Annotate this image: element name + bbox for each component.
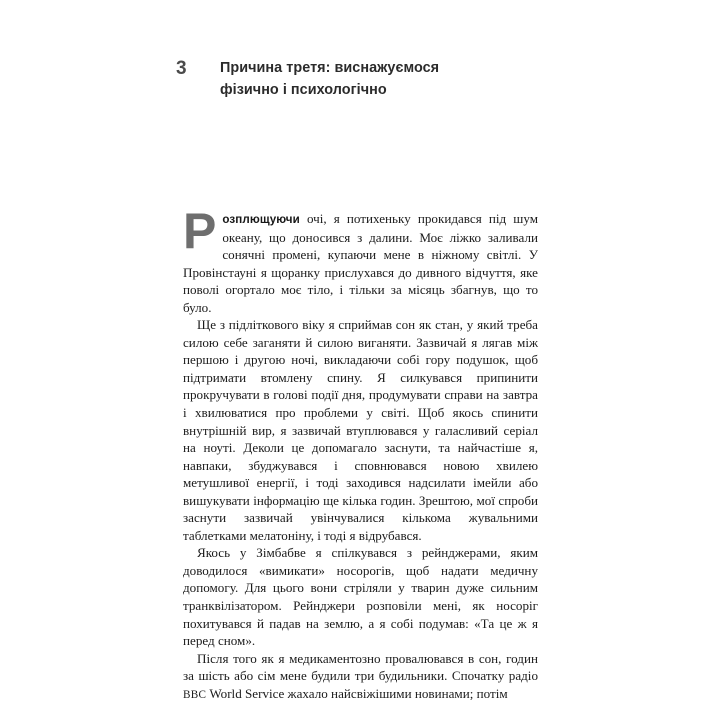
paragraph-4-smallcaps-bbc: BBC [183, 688, 207, 701]
paragraph-2 [183, 316, 538, 544]
paragraph-3-text: Якось у Зімбабве я спілкувався з рейнджерами, яким доводилося «вимикати» носорогів, щоб надати медичну допомогу. Для цього вони стріляли у тварин дуже сильним транквілізатором. Рейнджери розповіли мені, як носоріг похитувався й падав на землю, а я собі подумав: «Та це ж я перед сном». [183, 545, 538, 649]
paragraph-3 [183, 544, 538, 649]
chapter-number: 3 [176, 58, 187, 79]
chapter-title-line-2: фізично і психологічно [220, 81, 387, 98]
paragraph-2-text: Ще з підліткового віку я сприймав сон як стан, у який треба силою себе заганяти й силою виганяти. Зазвичай я лягав між першою і другою ночі, викладаючи собі гору подушок, щоб підтримати втомлену спину. Я силкувався припинити прокручувати в голові події дня, продумувати справи на завтра і хвилюватися про проблеми у світі. Щоб якось спинити внутрішній вир, я зазвичай втуплювався у галасливий серіал на ноуті. Деколи це допомагало заснути, та найчастіше я, навпаки, збуджувався і сповнювався новою хвилею метушливої енергії, і тоді заходився надсилати імейли або вишукувати інформацію ще кілька годин. Зрештою, мої спроби заснути зазвичай увінчувалися кількома жувальними таблетками мелатоніну, і тоді я відрубався. [183, 317, 538, 543]
paragraph-1 [183, 203, 538, 316]
body-text-column [183, 203, 538, 704]
drop-cap-letter: Р [183, 203, 217, 259]
chapter-title-line-1: Причина третя: виснажуємося [220, 60, 440, 76]
paragraph-4-text-part-1: Після того як я медикаментозно провалювався в сон, годин за шість або сім мене будили три будильники. Спочатку радіо [183, 650, 538, 684]
paragraph-4-text-part-2: World Service жахало найсвіжішими новинами; потім [206, 685, 508, 701]
paragraph-1-text: очі, я потихеньку прокидався під шум океану, що доносився з далини. Моє ліжко заливали сонячні промені, купаючи мене в ніжному світлі. У Провінстауні я щоранку прислухався до дивного відчуття, яке поволі огортало моє тіло, і тільки за місяць збагнув, що то було. [183, 211, 538, 315]
paragraph-4 [183, 650, 538, 705]
lead-words: озплющуючи [222, 213, 300, 226]
chapter-heading [176, 58, 538, 101]
chapter-title [220, 58, 538, 101]
